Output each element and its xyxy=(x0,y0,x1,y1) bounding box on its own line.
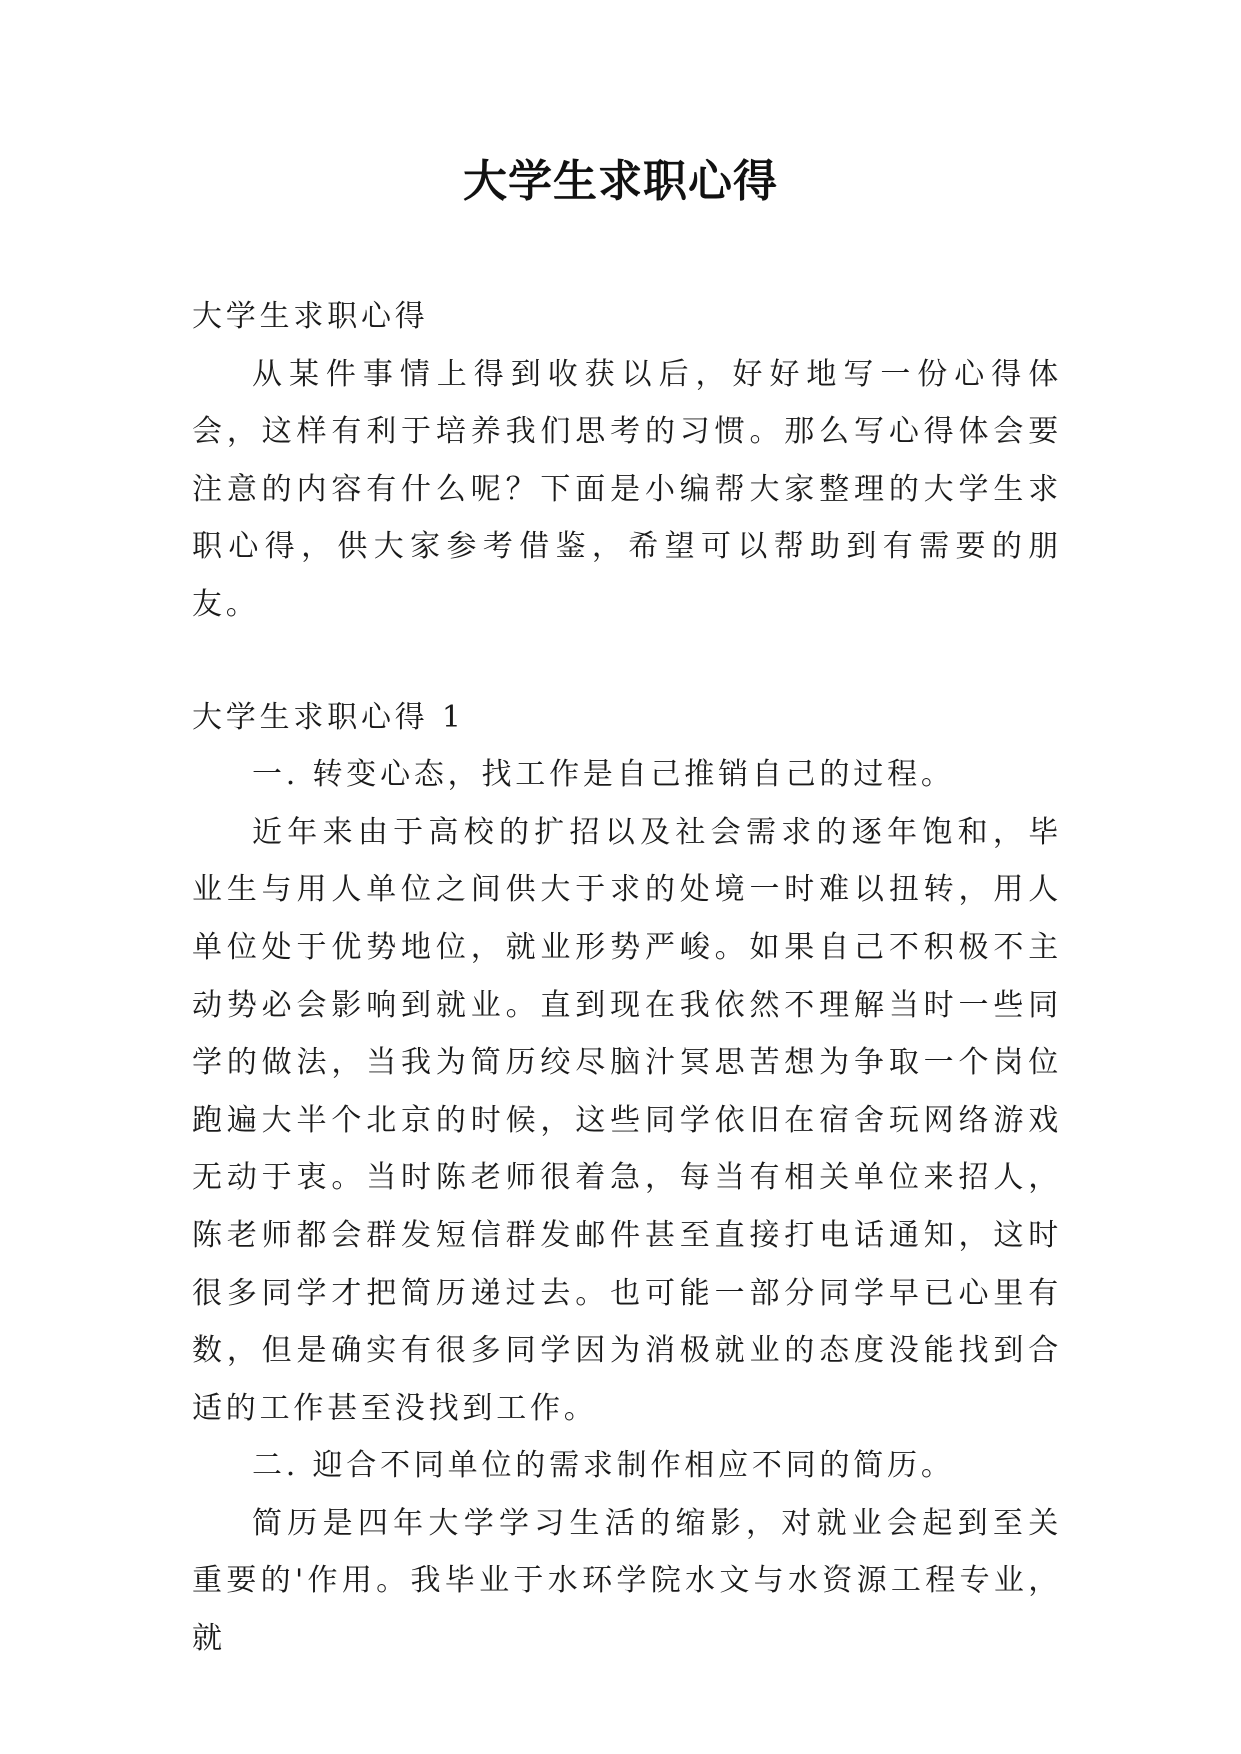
point-body-1: 近年来由于高校的扩招以及社会需求的逐年饱和，毕业生与用人单位之间供大于求的处境一时难以扭转，用人单位处于优势地位，就业形势严峻。如果自己不积极不主动势必会影响到就业。直到现在我依然不理解当时一些同学的做法，当我为简历绞尽脑汁冥思苦想为争取一个岗位跑遍大半个北京的时候，这些同学依旧在宿舍玩网络游戏无动于衷。当时陈老师很着急，每当有相关单位来招人，陈老师都会群发短信群发邮件甚至直接打电话通知，这时很多同学才把简历递过去。也可能一部分同学早已心里有数，但是确实有很多同学因为消极就业的态度没能找到合适的工作甚至没找到工作。 xyxy=(192,814,1062,1426)
document-subtitle: 大学生求职心得 xyxy=(192,299,429,334)
point-heading-1: 一. 转变心态，找工作是自己推销自己的过程。 xyxy=(252,757,955,793)
point-heading-2: 二. 迎合不同单位的需求制作相应不同的简历。 xyxy=(252,1448,955,1484)
document-title: 大学生求职心得 xyxy=(463,156,778,207)
intro-paragraph: 从某件事情上得到收获以后，好好地写一份心得体会，这样有利于培养我们思考的习惯。那么写心得体会要注意的内容有什么呢？下面是小编帮大家整理的大学生求职心得，供大家参考借鉴，希望可以帮助到有需要的朋友。 xyxy=(192,356,1062,622)
document-body xyxy=(192,288,1062,1668)
point-body-2: 简历是四年大学学习生活的缩影，对就业会起到至关重要的'作用。我毕业于水环学院水文与水资源工程专业，就 xyxy=(192,1505,1062,1657)
section-heading: 大学生求职心得 1 xyxy=(192,699,465,735)
paragraph-gap xyxy=(192,634,1062,689)
